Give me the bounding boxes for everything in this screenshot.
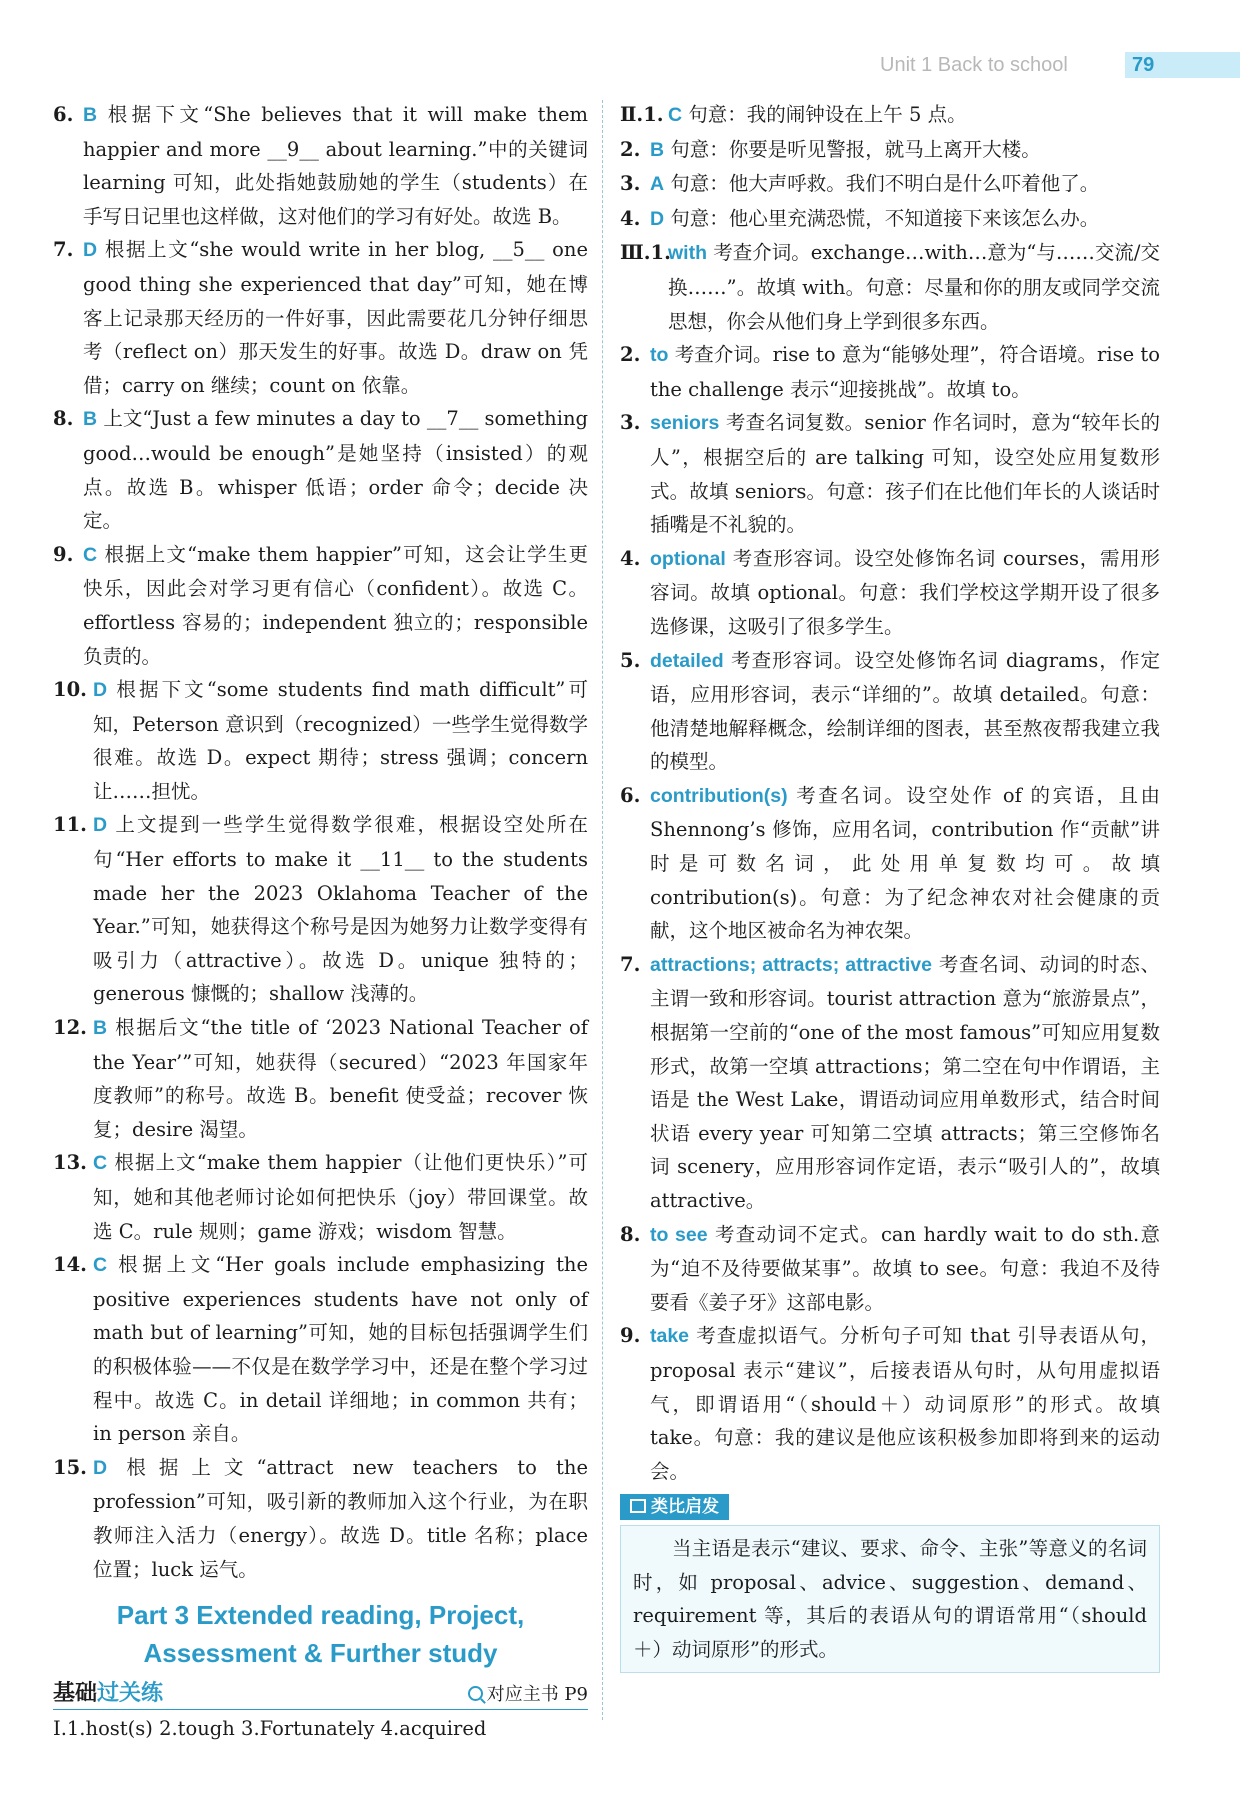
item-number: 4.: [620, 206, 641, 230]
answer-item: [620, 779, 1160, 948]
unit-label: Unit 1 Back to school: [880, 54, 1068, 76]
answer-item: [53, 808, 588, 1011]
right-item-list: [620, 98, 1160, 1488]
item-number: 5.: [620, 648, 641, 672]
item-number: 3.: [620, 411, 641, 435]
item-answer: contribution(s): [650, 784, 788, 807]
item-answer: with: [668, 242, 707, 265]
item-number: 10.: [53, 678, 87, 702]
item-answer: attractions; attracts; attractive: [650, 953, 932, 976]
item-number: 6.: [53, 103, 74, 126]
item-explanation: 考查形容词。设空处修饰名词 diagrams，作定语，应用形容词，表示“详细的”。故填 detailed。句意：他清楚地解释概念，绘制详细的图表，甚至熬夜帮我建立我的模型。: [650, 648, 1160, 774]
answer-item: [620, 133, 1160, 168]
answer-item: [53, 673, 588, 808]
answer-item: [53, 1451, 588, 1586]
analogy-tip-title-text: 类比启发: [651, 1497, 719, 1517]
answer-item: [620, 202, 1160, 237]
part3-title-line2: Assessment & Further study: [143, 1638, 498, 1669]
item-number: 4.: [620, 546, 641, 570]
item-answer: B: [83, 408, 98, 431]
item-answer: to see: [650, 1223, 708, 1246]
item-answer: C: [83, 543, 98, 566]
item-explanation: 句意：他大声呼救。我们不明白是什么吓着他了。: [670, 172, 1100, 196]
item-explanation: 根据上文“Her goals include emphasizing the positive experiences students have not only of math but of learning”可知，她的目标包括强调学生们的积极体验——不仅是在数学学习中，还是在整个学习过程中。故选 C。in detail 详细地；in common 共有；in person 亲自。: [93, 1253, 588, 1446]
answer-item: [620, 406, 1160, 541]
item-explanation: 考查形容词。设空处修饰名词 courses，需用形容词。故填 optional。句意：我们学校这学期开设了很多选修课，这吸引了很多学生。: [650, 546, 1161, 638]
analogy-tip-title: [620, 1494, 729, 1520]
item-answer: A: [650, 173, 665, 196]
item-number: 8.: [620, 1222, 641, 1246]
item-explanation: 上文“Just a few minutes a day to __7__ something good…would be enough”是她坚持（insisted）的观点。故选 B。whisper 低语；order 命令；decide 决定。: [83, 407, 589, 533]
search-icon: [468, 1686, 483, 1701]
item-explanation: 根据上文“she would write in her blog, __5__ one good thing she experienced that day”可知，她在博客上记录那天经历的一件好事，因此需要花几分钟仔细思考（reflect on）那天发生的好事。故选 D。draw on 凭借；carry on 继续；count on 依靠。: [83, 238, 588, 397]
item-explanation: 考查名词复数。senior 作名词时，意为“较年长的人”，根据空后的 are talking 可知，设空处应用复数形式。故填 seniors。句意：孩子们在比他们年长的人谈话时插嘴是不礼貌的。: [650, 411, 1160, 537]
answer-item: [620, 236, 1160, 338]
answer-item: [53, 402, 588, 537]
answer-item: [620, 644, 1160, 779]
item-number: 14.: [53, 1253, 87, 1277]
item-explanation: 句意：我的闹钟设在上午 5 点。: [688, 103, 967, 126]
item-answer: C: [93, 1152, 108, 1175]
item-explanation: 根据上文“make them happier”可知，这会让学生更快乐，因此会对学习更有信心（confident）。故选 C。effortless 容易的；independent 独立的；responsible 负责的。: [83, 542, 588, 668]
basic-practice-label-a: 基础: [53, 1680, 98, 1706]
item-number: Ⅱ.1.: [620, 103, 664, 126]
answer-item: [53, 1248, 588, 1451]
answer-item: [53, 1146, 588, 1248]
answer-item: [620, 167, 1160, 202]
answer-item: [53, 1011, 588, 1146]
answer-item: [53, 98, 588, 233]
item-answer: B: [650, 138, 665, 161]
item-explanation: 上文提到一些学生觉得数学很难，根据设空处所在句“Her efforts to make it __11__ to the students made her the 2023 Oklahoma Teacher of the Year.”可知，她获得这个称号是因为她努力让数学变得有吸引力（attractive）。故选 D。unique 独特的；generous 慷慨的；shallow 浅薄的。: [93, 813, 588, 1006]
item-explanation: 根据上文“make them happier（让他们更快乐）”可知，她和其他老师讨论如何把快乐（joy）带回课堂。故选 C。rule 规则；game 游戏；wisdom 智慧。: [93, 1151, 589, 1243]
item-answer: seniors: [650, 412, 720, 435]
answer-item: [620, 1319, 1160, 1488]
answer-item: [620, 948, 1160, 1218]
item-number: 7.: [620, 952, 641, 976]
item-number: 13.: [53, 1151, 87, 1175]
item-answer: take: [650, 1325, 690, 1348]
item-number: 6.: [620, 783, 641, 807]
item-number: 12.: [53, 1016, 87, 1040]
item-number: 7.: [53, 238, 74, 262]
item-number: 9.: [620, 1324, 641, 1348]
answer-item: [53, 233, 588, 402]
item-answer: C: [668, 104, 683, 126]
answer-item: [620, 98, 1160, 133]
right-column: [620, 98, 1160, 1673]
item-number: 15.: [53, 1455, 87, 1479]
item-number: Ⅲ.1.: [620, 241, 671, 265]
item-number: 2.: [620, 137, 641, 161]
item-explanation: 考查介词。exchange…with…意为“与……交流/交换……”。故填 with。句意：尽量和你的朋友或同学交流思想，你会从他们身上学到很多东西。: [668, 241, 1160, 333]
item-explanation: 考查名词。设空处作 of 的宾语，且由 Shennong’s 修饰，应用名词，contribution 作“贡献”讲时是可数名词，此处用单复数均可。故填 contribution(s)。句意：为了纪念神农对社会健康的贡献，这个地区被命名为神农架。: [650, 783, 1161, 943]
item-explanation: 根据后文“the title of ‘2023 National Teacher of the Year’”可知，她获得（secured）“2023 年国家年度教师”的称号。故选 B。benefit 使受益；recover 恢复；desire 渴望。: [93, 1016, 588, 1141]
item-explanation: 考查动词不定式。can hardly wait to do sth.意为“迫不及待要做某事”。故填 to see。句意：我迫不及待要看《姜子牙》这部电影。: [650, 1222, 1160, 1314]
item-explanation: 考查虚拟语气。分析句子可知 that 引导表语从句，proposal 表示“建议”，后接表语从句时，从句用虚拟语气，即谓语用“（should＋）动词原形”的形式。故填 take。句意：我的建议是他应该积极参加即将到来的运动会。: [650, 1324, 1160, 1483]
item-answer: D: [93, 679, 108, 702]
item-number: 9.: [53, 542, 74, 566]
item-explanation: 考查介词。rise to 意为“能够处理”，符合语境。rise to the challenge 表示“迎接挑战”。故填 to。: [650, 343, 1160, 401]
item-number: 3.: [620, 172, 641, 196]
item-answer: C: [93, 1254, 108, 1277]
item-answer: detailed: [650, 649, 724, 672]
item-explanation: 根据下文“She believes that it will make them happier and more __9__ about learning.”中的关键词 learning 可知，此处指她鼓励她的学生（students）在手写日记里也这样做，这对他们的学习有好处。故选 B。: [83, 103, 588, 228]
basic-practice-header: [53, 1676, 588, 1712]
analogy-tip-box: 当主语是表示“建议、要求、命令、主张”等意义的名词时，如 proposal、advice、suggestion、demand、requirement 等，其后的表语从句的谓语常用“（should＋）动词原形”的形式。: [620, 1525, 1160, 1673]
answer-item: [53, 538, 588, 673]
answer-item: [620, 1218, 1160, 1320]
item-number: 8.: [53, 407, 74, 431]
item-explanation: 根据上文“attract new teachers to the profession”可知，吸引新的教师加入这个行业，为在职教师注入活力（energy）。故选 D。title 名称；place 位置；luck 运气。: [93, 1455, 588, 1581]
basic-practice-underline: [53, 1709, 588, 1710]
left-item-list: [53, 98, 588, 1586]
item-answer: to: [650, 344, 669, 367]
book-icon: [630, 1499, 646, 1513]
basic-practice-label-b: 过关练: [97, 1680, 164, 1706]
answer-item: [620, 542, 1160, 644]
item-explanation: 句意：你要是听见警报，就马上离开大楼。: [670, 137, 1041, 161]
main-book-reference: [468, 1678, 588, 1712]
exercise-1-answers: Ⅰ.1.host(s) 2.tough 3.Fortunately 4.acquired: [53, 1717, 487, 1741]
item-answer: D: [83, 239, 98, 262]
item-number: 2.: [620, 343, 641, 367]
item-answer: B: [83, 104, 98, 126]
item-explanation: 考查名词、动词的时态、主谓一致和形容词。tourist attraction 意为“旅游景点”，根据第一空前的“one of the most famous”可知应用复数形式，故第一空填 attractions；第二空在句中作谓语，主语是 the West Lake，谓语动词应用单数形式，结合时间状语 every year 可知第二空填 attracts；第三空修饰名词 scenery，应用形容词作定语，表示“吸引人的”，故填 attractive。: [650, 952, 1160, 1212]
item-answer: B: [93, 1017, 108, 1040]
page-number: 79: [1132, 54, 1155, 76]
left-column: [53, 98, 588, 1746]
item-number: 11.: [53, 813, 87, 837]
item-answer: optional: [650, 547, 726, 570]
item-answer: D: [93, 814, 108, 837]
item-answer: D: [650, 207, 665, 230]
part3-title-line1: Part 3 Extended reading, Project,: [116, 1600, 525, 1631]
basic-practice-label: [53, 1676, 163, 1710]
item-explanation: 句意：他心里充满恐慌，不知道接下来该怎么办。: [670, 206, 1100, 230]
answer-item: [620, 338, 1160, 406]
item-answer: D: [93, 1456, 108, 1479]
item-explanation: 根据下文“some students find math difficult”可知，Peterson 意识到（recognized）一些学生觉得数学很难。故选 D。expect 期待；stress 强调；concern 让……担忧。: [93, 678, 588, 803]
main-book-reference-text: 对应主书 P9: [486, 1684, 588, 1706]
page-header: [880, 52, 1240, 82]
column-divider: [602, 100, 603, 1720]
part3-title: [53, 1596, 588, 1672]
